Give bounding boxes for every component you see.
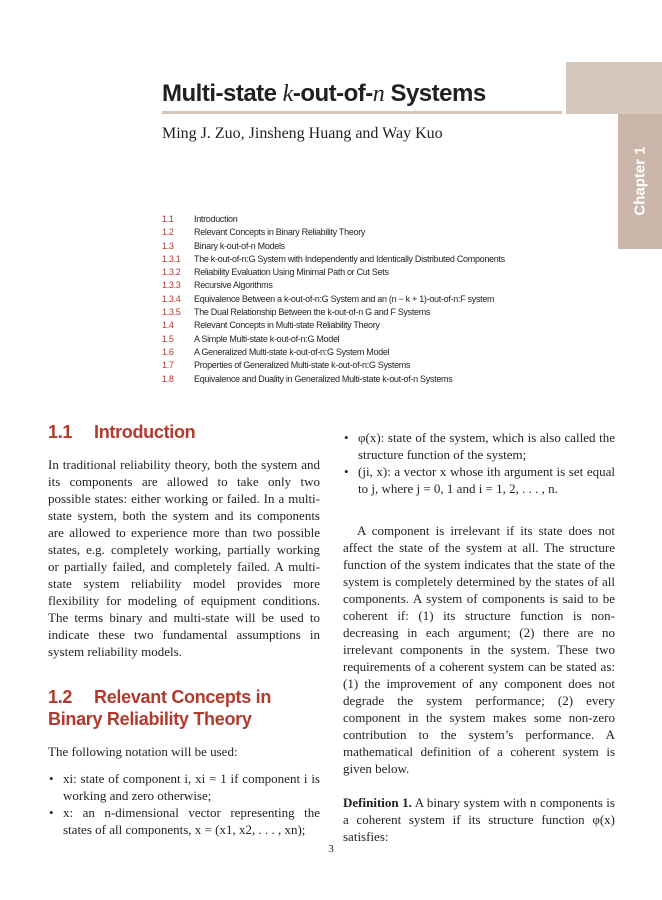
toc-entry-title: A Simple Multi-state k-out-of-n:G Model (194, 333, 340, 344)
page-number: 3 (328, 843, 334, 855)
intro-paragraph (48, 456, 320, 660)
toc-entry-title: Binary k-out-of-n Models (194, 240, 285, 251)
notation-item: • (ji, x): a vector x whose ith argument is set equal to j, where j = 0, 1 and i = 1, 2, . . . , n. (344, 464, 615, 496)
chapter-tab-block (566, 62, 662, 114)
toc-entry-number: 1.3.5 (162, 307, 181, 318)
notation-list-left (48, 770, 320, 838)
intro-paragraph-text: In traditional reliability theory, both the system and its components are allowed to take only two possible states: either working or failed. In a multi-state system, both the system and its components are allowed to experience more than two possible states, e.g. completely working, partially working or partially failed, and completely failed. A multi-state system reliability model provides more flexibility for modeling of equipment conditions. The terms binary and multi-state will be used to indicate these two fundamental assumptions in system reliability models. (48, 457, 320, 659)
notation-item: • φ(x): state of the system, which is also called the structure function of the system; (344, 430, 615, 462)
toc-entry (162, 293, 505, 306)
toc-entry-number: 1.7 (162, 360, 174, 371)
toc-entry-number: 1.6 (162, 346, 174, 357)
toc-entry-number: 1.2 (162, 227, 174, 238)
toc-entry-number: 1.5 (162, 333, 174, 344)
toc-entry-title: A Generalized Multi-state k-out-of-n:G System Model (194, 346, 390, 357)
section-heading-1-2: 1.2 Relevant Concepts in Binary Reliability Theory (48, 687, 272, 729)
toc-entry-number: 1.3 (162, 240, 174, 251)
toc-entry-number: 1.4 (162, 320, 174, 331)
toc-entry (162, 373, 505, 386)
toc-entry (162, 279, 505, 292)
toc-entry (162, 253, 505, 266)
toc-entry-number: 1.3.3 (162, 280, 181, 291)
chapter-tab-label: Chapter 1 (631, 146, 649, 216)
toc-entry (162, 333, 505, 346)
toc-entry (162, 226, 505, 239)
toc-entry-title: Recursive Algorithms (194, 280, 273, 291)
toc-entry-title: Introduction (194, 214, 238, 224)
title-rule (162, 111, 562, 114)
definition-1: Definition 1. A binary system with n components is a coherent system if its structure function φ(x) satisfies: (343, 795, 615, 844)
toc-entry-title: The Dual Relationship Between the k-out-of-n G and F Systems (194, 307, 431, 318)
toc-entry-number: 1.1 (162, 214, 174, 224)
notation-intro: The following notation will be used: (48, 744, 238, 759)
toc-entry-title: Relevant Concepts in Binary Reliability Theory (194, 227, 366, 238)
toc-entry (162, 346, 505, 359)
notation-item: • x: an n-dimensional vector representing the states of all components, x = (x1, x2, . . . , xn); (49, 805, 320, 837)
toc-entry-number: 1.3.4 (162, 293, 181, 304)
toc-entry-title: Properties of Generalized Multi-state k-out-of-n:G Systems (194, 360, 411, 371)
toc-entry (162, 266, 505, 279)
coherence-paragraph: A component is irrelevant if its state does not affect the state of the system at all. The structure function of the system indicates that the state of the system is completely determined by the states of all components. A system of components is said to be coherent if: (1) its structure function is non-decreasing in each argument; (2) there are no irrelevant components in the system. These two requirements of a coherent system can be stated as: (1) the improvement of any component does not degrade the system performance; (2) every component in the system makes some non-zero contribution to the system’s performance. A mathematical definition of a coherent system is given below. (343, 523, 615, 776)
toc-entry-title: Relevant Concepts in Multi-state Reliability Theory (194, 320, 380, 331)
notation-list-right (343, 429, 615, 497)
toc-entry (162, 213, 505, 226)
toc-entry-title: Equivalence Between a k-out-of-n:G System and an (n − k + 1)-out-of-n:F system (194, 293, 495, 304)
right-column (343, 429, 615, 845)
left-column (48, 421, 320, 838)
toc-entry-title: Reliability Evaluation Using Minimal Path or Cut Sets (194, 267, 389, 278)
notation-item: • xi: state of component i, xi = 1 if component i is working and zero otherwise; (49, 771, 320, 803)
section-heading-1-1: 1.1 Introduction (48, 422, 196, 442)
chapter-toc (162, 213, 505, 386)
toc-entry-number: 1.3.2 (162, 267, 181, 278)
toc-entry-title: Equivalence and Duality in Generalized Multi-state k-out-of-n Systems (194, 373, 453, 384)
toc-entry (162, 240, 505, 253)
toc-entry (162, 359, 505, 372)
toc-entry-number: 1.3.1 (162, 253, 181, 264)
toc-entry-title: The k-out-of-n:G System with Independently and Identically Distributed Components (194, 253, 505, 264)
toc-entry (162, 319, 505, 332)
toc-entry-number: 1.8 (162, 373, 174, 384)
toc-entry (162, 306, 505, 319)
authors: Ming J. Zuo, Jinsheng Huang and Way Kuo (162, 125, 443, 142)
chapter-title: Multi-state k-out-of-n Systems (162, 80, 486, 107)
